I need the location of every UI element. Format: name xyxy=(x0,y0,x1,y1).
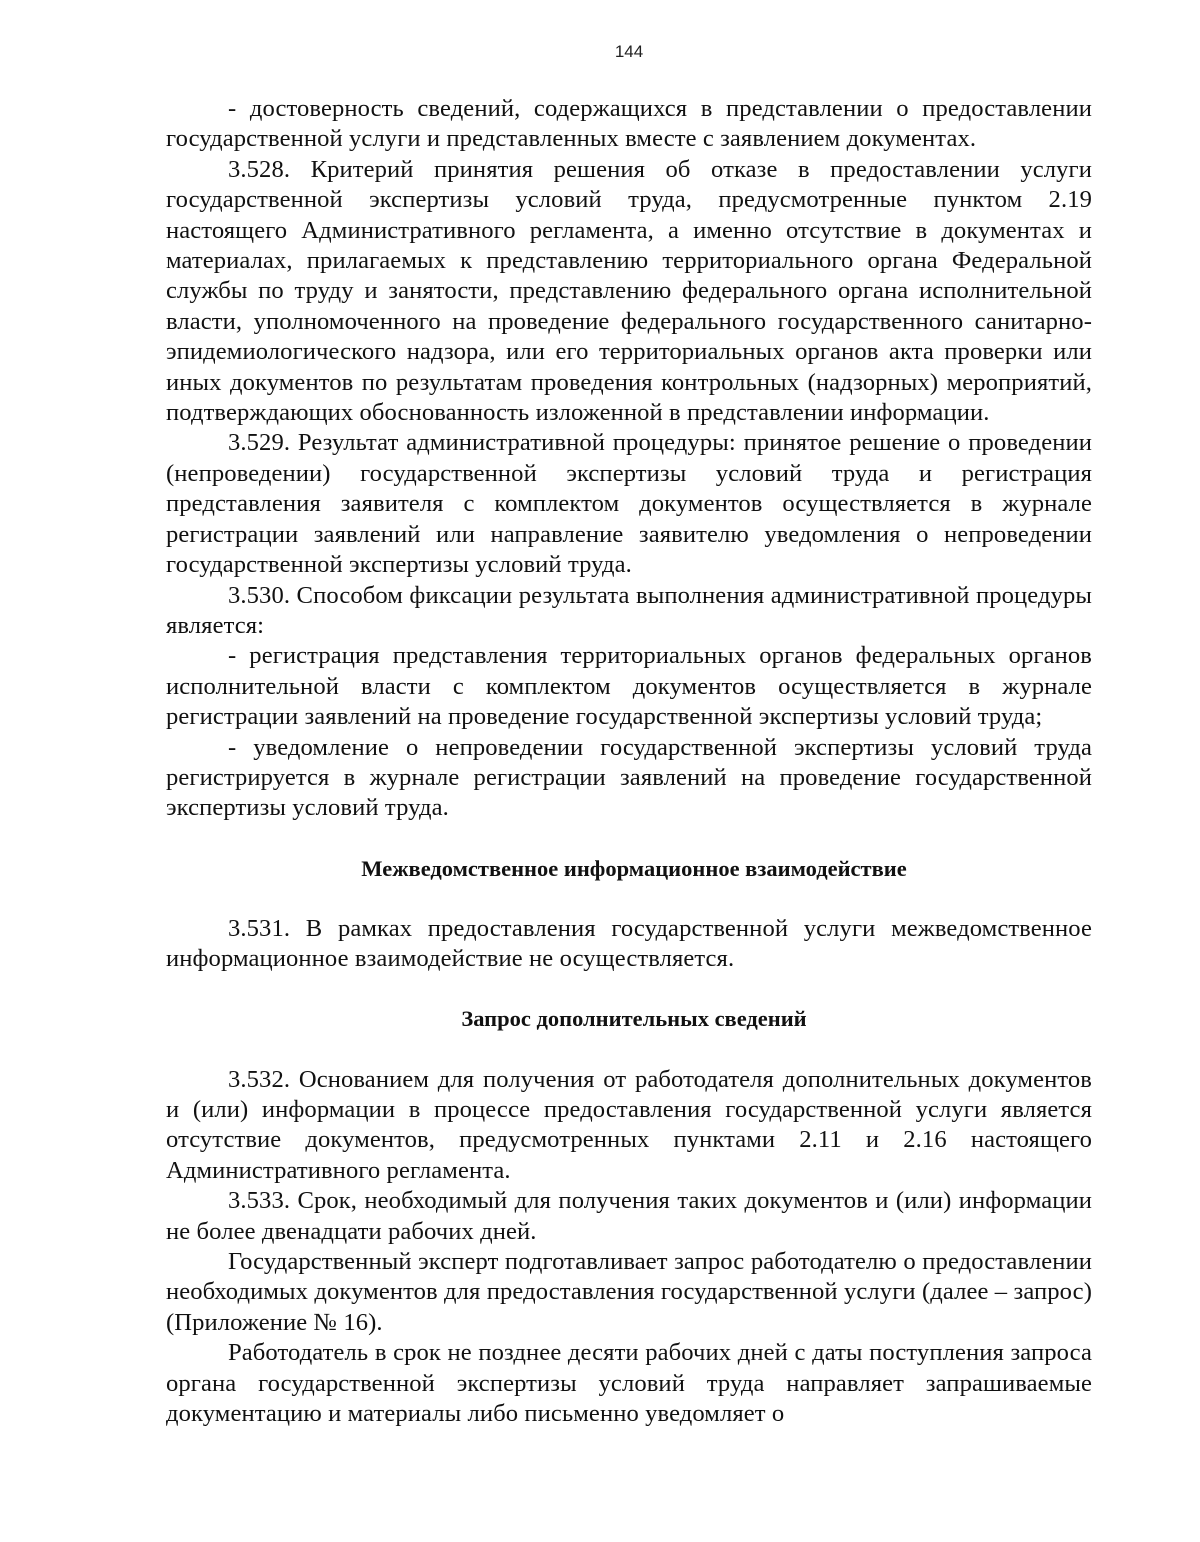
paragraph-notification: - уведомление о непроведении государственной экспертизы условий труда регистрируется в журнале регистрации заявлений на проведение государственной экспертизы условий труда. xyxy=(166,733,1092,822)
page-number: 144 xyxy=(614,42,644,61)
section-heading-request: Запрос дополнительных сведений xyxy=(461,1005,807,1031)
paragraph-3-529: 3.529. Результат административной процедуры: принятое решение о проведении (непроведении) государственной экспертизы условий труда и регистрация представления заявителя с комплектом документов осуществляется в журнале регистрации заявлений или направление заявителю уведомления о непроведении государственной экспертизы условий труда. xyxy=(166,429,1092,579)
paragraph-reliability: - достоверность сведений, содержащихся в представлении о предоставлении государственной услуги и представленных вместе с заявлением документах. xyxy=(166,95,1092,153)
paragraph-expert-request: Государственный эксперт подготавливает запрос работодателю о предоставлении необходимых документов для предоставления государственной услуги (далее – запрос) (Приложение № 16). xyxy=(166,1248,1092,1336)
paragraph-3-531: 3.531. В рамках предоставления государственной услуги межведомственное информационное взаимодействие не осуществляется. xyxy=(166,914,1092,973)
paragraph-employer-deadline: Работодатель в срок не позднее десяти рабочих дней с даты поступления запроса органа государственной экспертизы условий труда направляет запрашиваемые документацию и материалы либо письменно уведомляет о xyxy=(166,1339,1092,1428)
paragraph-3-530: 3.530. Способом фиксации результата выполнения административной процедуры является: xyxy=(166,581,1092,639)
section-heading-interagency: Межведомственное информационное взаимодействие xyxy=(361,855,907,881)
document-body xyxy=(166,94,1092,1429)
paragraph-3-533: 3.533. Срок, необходимый для получения таких документов и (или) информации не более двенадцати рабочих дней. xyxy=(166,1187,1092,1245)
paragraph-registration: - регистрация представления территориальных органов федеральных органов исполнительной власти с комплектом документов осуществляется в журнале регистрации заявлений на проведение государственной экспертизы условий труда; xyxy=(166,642,1092,731)
paragraph-3-528: 3.528. Критерий принятия решения об отказе в предоставлении услуги государственной экспертизы условий труда, предусмотренные пунктом 2.19 настоящего Административного регламента, а именно отсутствие в документах и материалах, прилагаемых к представлению территориального органа Федеральной службы по труду и занятости, представлению федерального органа исполнительной власти, уполномоченного на проведение федерального государственного санитарно-эпидемиологического надзора, или его территориальных органов акта проверки или иных документов по результатам проведения контрольных (надзорных) мероприятий, подтверждающих обоснованность изложенной в представлении информации. xyxy=(166,155,1092,427)
paragraph-3-532: 3.532. Основанием для получения от работодателя дополнительных документов и (или) информации в процессе предоставления государственной услуги является отсутствие документов, предусмотренных пунктами 2.11 и 2.16 настоящего Административного регламента. xyxy=(166,1065,1092,1184)
